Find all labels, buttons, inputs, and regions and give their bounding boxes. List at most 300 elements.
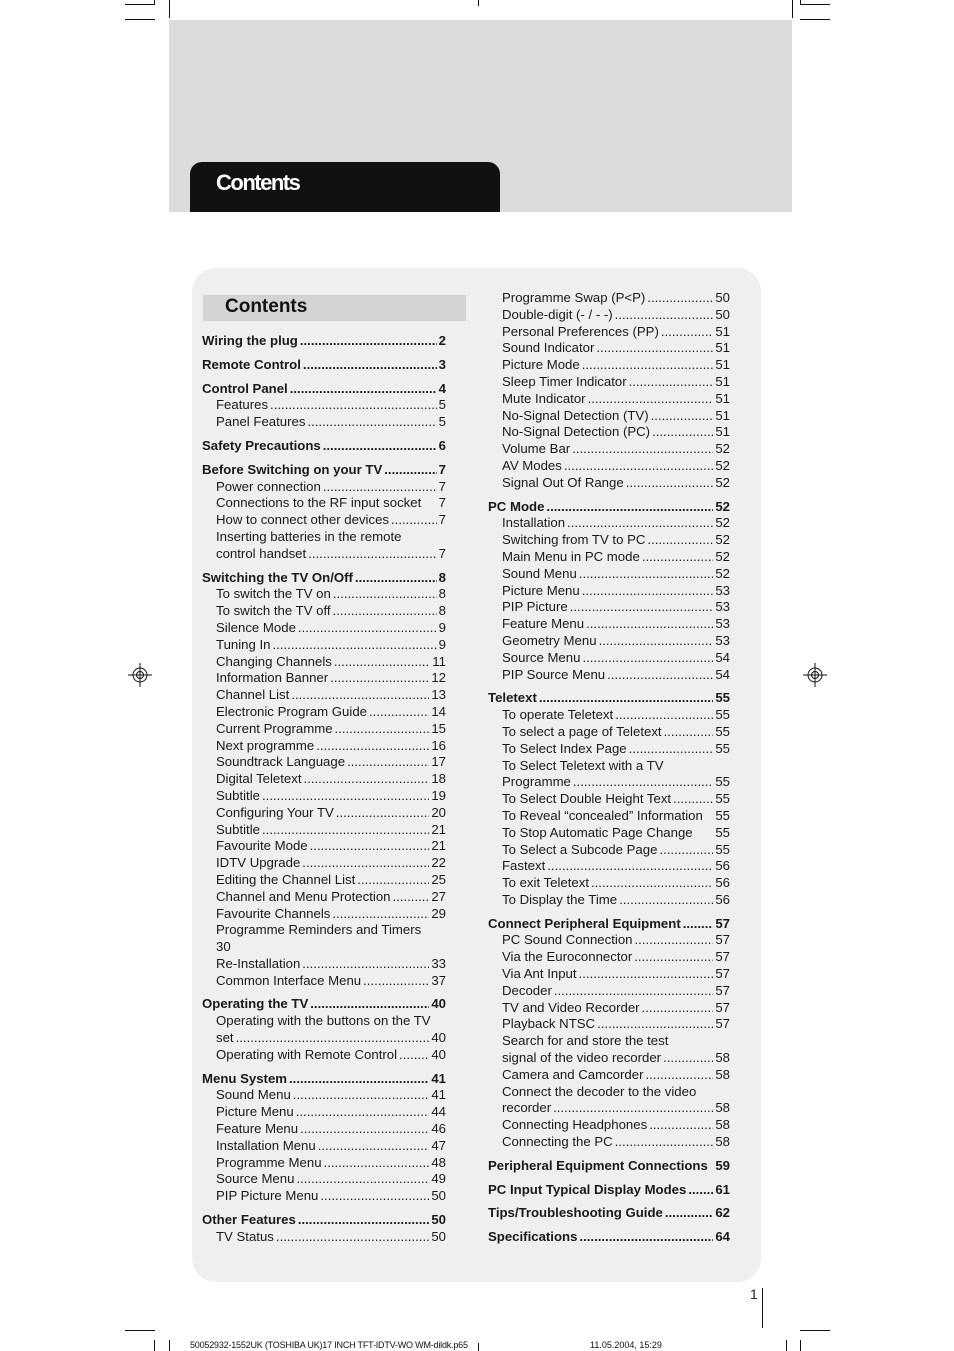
toc-entry-page: 50 xyxy=(431,1228,446,1244)
toc-entry-title: set xyxy=(216,1030,234,1046)
dot-leader xyxy=(330,670,429,687)
toc-entry xyxy=(502,932,730,949)
toc-entry-page: 59 xyxy=(715,1157,730,1173)
toc-entry-title: Installation xyxy=(502,515,566,531)
dot-leader xyxy=(582,583,714,600)
toc-entry-title: recorder xyxy=(502,1100,552,1116)
dot-leader xyxy=(291,687,429,704)
toc-entry xyxy=(502,475,730,492)
toc-entry xyxy=(216,822,446,839)
toc-entry-page: 20 xyxy=(431,804,446,820)
crop-mark xyxy=(154,0,155,5)
toc-entry-title: IDTV Upgrade xyxy=(216,855,301,871)
toc-entry-title: Switching the TV On/Off xyxy=(202,569,353,585)
toc-entry-title: Tips/Troubleshooting Guide xyxy=(488,1205,663,1221)
toc-entry-title: Main Menu in PC mode xyxy=(502,548,640,564)
toc-entry-page: 51 xyxy=(715,323,730,339)
crop-mark xyxy=(800,4,830,5)
toc-entry-page: 51 xyxy=(715,340,730,356)
toc-entry-page: 54 xyxy=(715,649,730,665)
toc-entry xyxy=(216,738,446,755)
dot-leader xyxy=(296,1171,429,1188)
toc-entry xyxy=(216,889,446,906)
toc-entry xyxy=(502,1134,730,1151)
toc-entry xyxy=(216,1104,446,1121)
dot-leader xyxy=(597,1016,713,1033)
toc-entry-page: 37 xyxy=(431,972,446,988)
dot-leader xyxy=(642,549,714,566)
toc-entry-page: 48 xyxy=(431,1154,446,1170)
toc-entry-title: Wiring the plug xyxy=(202,333,298,348)
crop-mark xyxy=(478,0,479,6)
toc-entry: Inserting batteries in the remote xyxy=(216,528,402,544)
toc-entry-page: 56 xyxy=(715,875,730,891)
registration-mark-icon xyxy=(803,663,827,687)
toc-entry-page: 50 xyxy=(431,1188,446,1204)
dot-leader xyxy=(300,333,437,350)
toc-entry xyxy=(216,414,446,431)
toc-entry xyxy=(216,620,446,637)
toc-entry-page: 15 xyxy=(431,720,446,736)
toc-entry-title: Subtitle xyxy=(216,821,260,837)
toc-entry-title: control handset xyxy=(216,545,307,561)
dot-leader xyxy=(579,566,714,583)
toc-entry-title: Operating the TV xyxy=(202,996,309,1012)
dot-leader xyxy=(332,906,429,923)
toc-entry: 30 xyxy=(216,939,231,955)
dot-leader xyxy=(384,462,436,479)
toc-entry-page: 16 xyxy=(431,737,446,753)
toc-entry-page: 7 xyxy=(438,495,446,511)
dot-leader xyxy=(635,932,714,949)
toc-entry-title: To Select Double Height Text xyxy=(502,791,672,807)
dot-leader xyxy=(582,357,714,374)
toc-entry-title: Common Interface Menu xyxy=(216,972,362,988)
dot-leader xyxy=(363,973,429,990)
dot-leader xyxy=(629,741,714,758)
dot-leader xyxy=(333,603,437,620)
dot-leader xyxy=(307,414,436,431)
toc-entry-page: 55 xyxy=(715,707,730,723)
page-number: 1 xyxy=(750,1286,758,1302)
toc-entry-title: Operating with Remote Control xyxy=(216,1046,398,1062)
toc-entry-title: Via Ant Input xyxy=(502,966,577,982)
toc-entry-page: 51 xyxy=(715,407,730,423)
toc-entry xyxy=(202,333,446,350)
toc-left-column xyxy=(202,333,446,1246)
dot-leader xyxy=(369,704,429,721)
dot-leader xyxy=(323,438,437,455)
dot-leader xyxy=(615,307,714,324)
dot-leader xyxy=(688,1182,713,1199)
toc-entry: Operating with the buttons on the TV xyxy=(216,1013,431,1029)
toc-entry-title: Sound Menu xyxy=(216,1087,291,1103)
toc-entry-page: 9 xyxy=(438,636,446,652)
toc-entry: Connect the decoder to the video xyxy=(502,1083,697,1099)
registration-mark-icon xyxy=(128,663,152,687)
toc-entry-title: To switch the TV on xyxy=(216,586,331,602)
toc-entry xyxy=(502,441,730,458)
dot-leader xyxy=(652,424,713,441)
dot-leader xyxy=(553,1100,713,1117)
toc-entry-title: To Select a Subcode Page xyxy=(502,841,658,857)
toc-entry-title: To Stop Automatic Page Change xyxy=(502,824,693,840)
toc-entry-title: No-Signal Detection (TV) xyxy=(502,407,649,423)
toc-entry-title: Re-Installation xyxy=(216,955,301,971)
toc-entry-title: Configuring Your TV xyxy=(216,804,334,820)
toc-entry xyxy=(502,566,730,583)
toc-entry xyxy=(502,842,730,859)
dot-leader xyxy=(661,324,713,341)
crop-mark xyxy=(800,0,801,5)
dot-leader xyxy=(591,875,713,892)
dot-leader xyxy=(619,892,713,909)
toc-entry xyxy=(216,586,446,603)
toc-entry-page: 12 xyxy=(431,670,446,686)
dot-leader xyxy=(324,1155,430,1172)
toc-entry-page: 41 xyxy=(431,1070,446,1086)
toc-entry xyxy=(216,788,446,805)
toc-entry-title: Power connection xyxy=(216,478,321,494)
toc-entry-title: To select a page of Teletext xyxy=(502,723,662,739)
toc-entry xyxy=(502,949,730,966)
toc-entry xyxy=(202,1071,446,1088)
toc-entry xyxy=(502,290,730,307)
toc-entry-title: Silence Mode xyxy=(216,619,296,635)
toc-entry-page: 62 xyxy=(715,1205,730,1221)
toc-entry xyxy=(216,1087,446,1104)
toc-entry xyxy=(502,724,730,741)
toc-entry-title: Safety Precautions xyxy=(202,437,321,453)
dot-leader xyxy=(567,515,713,532)
toc-entry xyxy=(216,670,446,687)
toc-entry-title: Volume Bar xyxy=(502,441,571,457)
toc-entry-page: 7 xyxy=(438,512,446,528)
toc-entry xyxy=(216,512,446,529)
toc-entry-page: 53 xyxy=(715,632,730,648)
toc-entry-title: Switching from TV to PC xyxy=(502,532,646,548)
toc-entry-title: Signal Out Of Range xyxy=(502,474,624,490)
toc-entry-title: How to connect other devices xyxy=(216,512,389,528)
toc-entry-page: 46 xyxy=(431,1121,446,1137)
dot-leader xyxy=(579,1229,713,1246)
toc-entry-page: 58 xyxy=(715,1134,730,1150)
toc-entry xyxy=(502,825,730,842)
toc-entry: Search for and store the test xyxy=(502,1033,669,1049)
toc-entry xyxy=(502,616,730,633)
dot-leader xyxy=(320,1188,429,1205)
toc-entry-page: 58 xyxy=(715,1117,730,1133)
toc-entry-page: 57 xyxy=(715,1016,730,1032)
toc-entry xyxy=(502,324,730,341)
crop-mark xyxy=(478,1343,479,1351)
toc-entry xyxy=(502,583,730,600)
toc-entry-page: 57 xyxy=(715,949,730,965)
toc-entry-title: Peripheral Equipment Connections xyxy=(488,1157,708,1173)
toc-entry-page: 4 xyxy=(438,380,446,396)
toc-entry-title: Source Menu xyxy=(216,1171,295,1187)
toc-entry xyxy=(216,495,446,512)
dot-leader xyxy=(293,1087,430,1104)
toc-entry xyxy=(502,774,730,791)
dot-leader xyxy=(586,616,713,633)
dot-leader xyxy=(626,475,714,492)
toc-entry xyxy=(502,633,730,650)
toc-entry-page: 56 xyxy=(715,858,730,874)
dot-leader xyxy=(663,1050,713,1067)
toc-entry-page: 3 xyxy=(438,356,446,372)
toc-entry-title: PC Input Typical Display Modes xyxy=(488,1181,687,1197)
toc-entry xyxy=(502,875,730,892)
toc-entry xyxy=(502,1016,730,1033)
toc-entry-page: 7 xyxy=(438,545,446,561)
toc-entry-page: 29 xyxy=(431,905,446,921)
toc-entry-page: 18 xyxy=(431,771,446,787)
crop-mark xyxy=(786,1340,787,1351)
toc-entry xyxy=(216,704,446,721)
dot-leader xyxy=(270,397,437,414)
toc-entry-page: 5 xyxy=(438,414,446,430)
toc-entry: Programme Reminders and Timers xyxy=(216,922,422,938)
toc-entry-page: 51 xyxy=(715,424,730,440)
dot-leader xyxy=(573,774,713,791)
toc-entry-page: 57 xyxy=(715,915,730,931)
toc-entry xyxy=(202,462,446,479)
toc-entry xyxy=(216,603,446,620)
dot-leader xyxy=(554,983,713,1000)
crop-mark xyxy=(800,19,830,20)
crop-mark xyxy=(169,1340,170,1351)
toc-entry xyxy=(216,479,446,496)
toc-entry xyxy=(502,391,730,408)
toc-entry xyxy=(502,983,730,1000)
toc-entry-page: 53 xyxy=(715,582,730,598)
toc-entry-title: Via the Euroconnector xyxy=(502,949,633,965)
toc-entry xyxy=(216,721,446,738)
toc-entry xyxy=(216,805,446,822)
toc-entry-page: 51 xyxy=(715,373,730,389)
toc-entry-title: Picture Menu xyxy=(502,582,580,598)
dot-leader xyxy=(318,1138,430,1155)
dot-leader xyxy=(596,340,713,357)
dot-leader xyxy=(615,1134,714,1151)
toc-entry-page: 52 xyxy=(715,532,730,548)
toc-entry-title: Connections to the RF input socket xyxy=(216,495,422,511)
dot-leader xyxy=(683,916,714,933)
title-tab xyxy=(190,162,500,212)
dot-leader xyxy=(262,788,429,805)
toc-entry-page: 40 xyxy=(431,996,446,1012)
toc-entry-title: Picture Menu xyxy=(216,1104,294,1120)
toc-entry-title: Channel and Menu Protection xyxy=(216,888,391,904)
footer-date: 11.05.2004, 15:29 xyxy=(590,1340,662,1350)
toc-entry xyxy=(502,1117,730,1134)
toc-entry-title: Electronic Program Guide xyxy=(216,703,367,719)
toc-entry-title: Favourite Channels xyxy=(216,905,331,921)
dot-leader xyxy=(289,1071,429,1088)
dot-leader xyxy=(304,771,430,788)
toc-entry xyxy=(216,1030,446,1047)
toc-entry-title: Programme Swap (P<P) xyxy=(502,290,646,305)
toc-entry xyxy=(216,546,446,563)
toc-entry-page: 52 xyxy=(715,498,730,514)
toc-entry-title: Before Switching on your TV xyxy=(202,461,383,477)
toc-entry-page: 14 xyxy=(431,703,446,719)
toc-entry-page: 54 xyxy=(715,666,730,682)
dot-leader xyxy=(302,956,429,973)
dot-leader xyxy=(659,842,713,859)
toc-entry xyxy=(216,1138,446,1155)
toc-entry-page: 50 xyxy=(431,1212,446,1228)
dot-leader xyxy=(323,479,437,496)
page-rule xyxy=(762,1288,763,1328)
dot-leader xyxy=(302,855,429,872)
toc-entry xyxy=(502,858,730,875)
toc-entry xyxy=(216,397,446,414)
dot-leader xyxy=(336,805,430,822)
toc-entry-title: PC Sound Connection xyxy=(502,932,633,948)
toc-entry-page: 55 xyxy=(715,690,730,706)
toc-entry-title: Personal Preferences (PP) xyxy=(502,323,659,339)
toc-entry-title: Source Menu xyxy=(502,649,581,665)
dot-leader xyxy=(391,512,437,529)
toc-entry-page: 11 xyxy=(432,653,446,669)
toc-entry-page: 57 xyxy=(715,966,730,982)
toc-entry-title: Connecting the PC xyxy=(502,1134,613,1150)
toc-entry-page: 8 xyxy=(438,603,446,619)
toc-entry-title: To Display the Time xyxy=(502,891,618,907)
toc-entry-title: Other Features xyxy=(202,1212,296,1228)
dot-leader xyxy=(588,391,714,408)
dot-leader xyxy=(579,966,714,983)
toc-entry xyxy=(216,1171,446,1188)
dot-leader xyxy=(335,721,430,738)
toc-entry-page: 52 xyxy=(715,565,730,581)
toc-entry: To Select Teletext with a TV xyxy=(502,757,664,773)
toc-entry-page: 50 xyxy=(715,290,730,305)
toc-entry-title: Decoder xyxy=(502,982,552,998)
dot-leader xyxy=(645,1067,713,1084)
toc-entry xyxy=(502,1050,730,1067)
dot-leader xyxy=(599,633,714,650)
toc-entry-title: Picture Mode xyxy=(502,357,580,373)
toc-entry-title: Sound Indicator xyxy=(502,340,595,356)
toc-entry xyxy=(216,956,446,973)
contents-heading: Contents xyxy=(225,296,308,317)
toc-entry xyxy=(216,654,446,671)
toc-entry-page: 53 xyxy=(715,599,730,615)
toc-entry-page: 7 xyxy=(438,478,446,494)
toc-entry xyxy=(502,741,730,758)
dot-leader xyxy=(298,1212,430,1229)
toc-entry-page: 50 xyxy=(715,306,730,322)
dot-leader xyxy=(298,620,437,637)
toc-entry-title: TV Status xyxy=(216,1228,274,1244)
toc-entry xyxy=(216,687,446,704)
toc-entry-title: Editing the Channel List xyxy=(216,871,356,887)
toc-entry-page: 55 xyxy=(715,807,730,823)
crop-mark xyxy=(154,1340,155,1351)
toc-entry xyxy=(502,892,730,909)
toc-entry xyxy=(202,381,446,398)
crop-mark xyxy=(125,1330,155,1331)
toc-entry xyxy=(202,996,446,1013)
dot-leader xyxy=(629,374,714,391)
dot-leader xyxy=(290,381,437,398)
toc-entry-page: 44 xyxy=(431,1104,446,1120)
dot-leader xyxy=(303,357,437,374)
toc-entry-page: 55 xyxy=(715,791,730,807)
toc-entry-title: To Reveal “concealed” Information xyxy=(502,807,703,823)
dot-leader xyxy=(570,599,714,616)
crop-mark xyxy=(800,1340,801,1351)
toc-entry-title: Programme Menu xyxy=(216,1154,322,1170)
toc-entry-title: Remote Control xyxy=(202,356,301,372)
toc-entry-page: 21 xyxy=(431,821,446,837)
toc-entry-title: Panel Features xyxy=(216,414,306,430)
toc-entry-page: 52 xyxy=(715,457,730,473)
toc-entry xyxy=(488,1158,730,1175)
dot-leader xyxy=(308,546,436,563)
toc-entry-page: 33 xyxy=(431,955,446,971)
dot-leader xyxy=(333,586,437,603)
toc-entry-title: Next programme xyxy=(216,737,315,753)
toc-entry-page: 17 xyxy=(431,754,446,770)
toc-entry xyxy=(502,1100,730,1117)
crop-mark xyxy=(792,0,793,18)
toc-entry xyxy=(502,1000,730,1017)
dot-leader xyxy=(572,441,713,458)
toc-entry-title: To operate Teletext xyxy=(502,707,614,723)
toc-entry-title: To exit Teletext xyxy=(502,875,589,891)
toc-entry xyxy=(488,1205,730,1222)
toc-entry-title: Sleep Timer Indicator xyxy=(502,373,627,389)
toc-entry xyxy=(502,667,730,684)
dot-leader xyxy=(347,754,429,771)
toc-entry xyxy=(216,1188,446,1205)
toc-entry xyxy=(216,838,446,855)
toc-entry-title: Sound Menu xyxy=(502,565,577,581)
toc-entry-page: 41 xyxy=(431,1087,446,1103)
dot-leader xyxy=(399,1047,429,1064)
toc-entry xyxy=(216,973,446,990)
toc-entry-title: Information Banner xyxy=(216,670,329,686)
toc-entry-page: 6 xyxy=(438,437,446,453)
toc-entry xyxy=(216,1229,446,1246)
dot-leader xyxy=(634,949,713,966)
dot-leader xyxy=(651,408,714,425)
crop-mark xyxy=(125,19,155,20)
toc-entry xyxy=(502,374,730,391)
toc-entry xyxy=(488,1229,730,1246)
toc-entry xyxy=(202,570,446,587)
toc-entry-page: 55 xyxy=(715,774,730,790)
toc-entry-title: Subtitle xyxy=(216,787,260,803)
toc-entry xyxy=(502,650,730,667)
toc-entry-title: Double-digit (- / - -) xyxy=(502,306,613,322)
toc-entry-title: Digital Teletext xyxy=(216,771,302,787)
toc-entry xyxy=(502,307,730,324)
toc-entry-page: 13 xyxy=(431,687,446,703)
dot-leader xyxy=(316,738,429,755)
toc-entry-title: Connecting Headphones xyxy=(502,1117,648,1133)
page-title: Contents xyxy=(216,170,300,195)
toc-entry xyxy=(488,690,730,707)
toc-entry xyxy=(488,1182,730,1199)
toc-entry xyxy=(216,754,446,771)
toc-entry xyxy=(216,1121,446,1138)
dot-leader xyxy=(355,570,437,587)
